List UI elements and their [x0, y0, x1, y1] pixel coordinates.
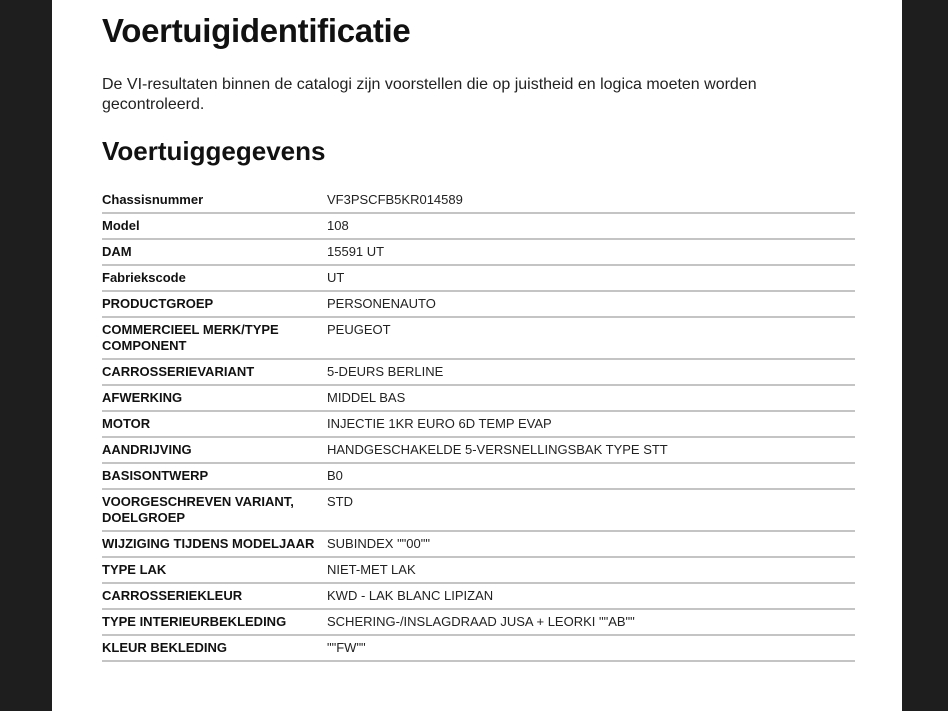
row-value: SCHERING-/INSLAGDRAAD JUSA + LEORKI ""AB"" [327, 609, 855, 635]
row-label: VOORGESCHREVEN VARIANT, DOELGROEP [102, 489, 327, 531]
row-value: PERSONENAUTO [327, 291, 855, 317]
row-label: AFWERKING [102, 385, 327, 411]
row-label: Model [102, 213, 327, 239]
row-value: KWD - LAK BLANC LIPIZAN [327, 583, 855, 609]
row-value: 108 [327, 213, 855, 239]
table-row [102, 635, 855, 661]
row-value: HANDGESCHAKELDE 5-VERSNELLINGSBAK TYPE STT [327, 437, 855, 463]
row-value: VF3PSCFB5KR014589 [327, 188, 855, 213]
table-row [102, 239, 855, 265]
row-value: SUBINDEX ""00"" [327, 531, 855, 557]
row-value: B0 [327, 463, 855, 489]
row-label: Fabriekscode [102, 265, 327, 291]
row-value: PEUGEOT [327, 317, 855, 359]
row-value: 5-DEURS BERLINE [327, 359, 855, 385]
document-page [52, 0, 902, 711]
row-label: AANDRIJVING [102, 437, 327, 463]
intro-text: De VI-resultaten binnen de catalogi zijn voorstellen die op juistheid en logica moeten worden gecontroleerd. [102, 76, 757, 113]
table-row [102, 463, 855, 489]
row-label: MOTOR [102, 411, 327, 437]
row-value: ""FW"" [327, 635, 855, 661]
row-value: MIDDEL BAS [327, 385, 855, 411]
table-row [102, 583, 855, 609]
row-label: KLEUR BEKLEDING [102, 635, 327, 661]
table-row [102, 317, 855, 359]
row-label: TYPE INTERIEURBEKLEDING [102, 609, 327, 635]
table-row [102, 188, 855, 213]
table-row [102, 265, 855, 291]
row-value: STD [327, 489, 855, 531]
row-value: INJECTIE 1KR EURO 6D TEMP EVAP [327, 411, 855, 437]
table-row [102, 531, 855, 557]
row-label: COMMERCIEEL MERK/TYPE COMPONENT [102, 317, 327, 359]
row-label: TYPE LAK [102, 557, 327, 583]
row-label: WIJZIGING TIJDENS MODELJAAR [102, 531, 327, 557]
table-row [102, 489, 855, 531]
row-label: BASISONTWERP [102, 463, 327, 489]
row-label: CARROSSERIEKLEUR [102, 583, 327, 609]
row-label: Chassisnummer [102, 188, 327, 213]
page-title: Voertuigidentificatie [102, 12, 411, 49]
table-row [102, 437, 855, 463]
table-row [102, 213, 855, 239]
row-value: NIET-MET LAK [327, 557, 855, 583]
table-row [102, 385, 855, 411]
row-label: DAM [102, 239, 327, 265]
table-row [102, 609, 855, 635]
row-value: UT [327, 265, 855, 291]
table-row [102, 557, 855, 583]
vehicle-data-table [102, 188, 855, 662]
table-row [102, 359, 855, 385]
row-label: CARROSSERIEVARIANT [102, 359, 327, 385]
row-value: 15591 UT [327, 239, 855, 265]
row-label: PRODUCTGROEP [102, 291, 327, 317]
table-row [102, 291, 855, 317]
table-row [102, 411, 855, 437]
section-title: Voertuiggegevens [102, 136, 326, 166]
